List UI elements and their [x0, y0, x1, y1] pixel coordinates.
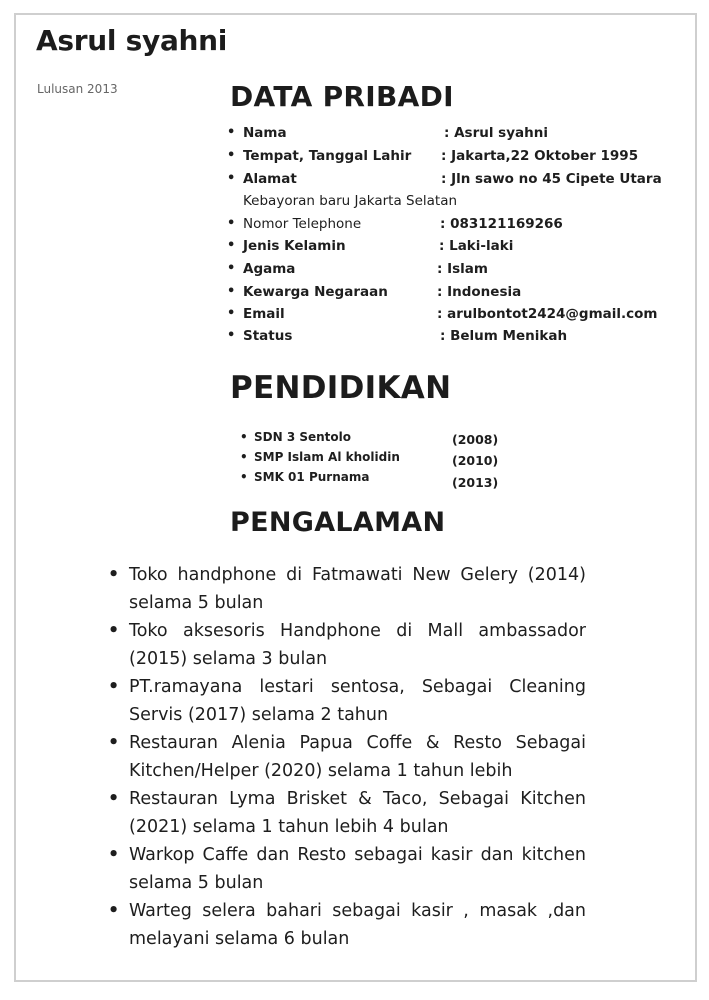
- bullet-icon: •: [108, 789, 120, 809]
- bullet-icon: •: [227, 284, 236, 299]
- education-year: (2008): [452, 432, 499, 447]
- bullet-icon: •: [240, 430, 248, 444]
- label-nama: Nama: [243, 125, 287, 141]
- bullet-icon: •: [240, 450, 248, 464]
- list-item: [108, 729, 586, 785]
- bullet-icon: •: [227, 148, 236, 163]
- section-title-experience: PENGALAMAN: [230, 507, 446, 538]
- bullet-icon: •: [227, 261, 236, 276]
- experience-text: Toko handphone di Fatmawati New Gelery (2014) selama 5 bulan: [129, 565, 586, 613]
- value-status: : Belum Menikah: [440, 328, 568, 344]
- bullet-icon: •: [227, 238, 236, 253]
- bullet-icon: •: [108, 845, 120, 865]
- list-item: [108, 673, 586, 729]
- list-item: [108, 617, 586, 673]
- bullet-icon: •: [227, 171, 236, 186]
- list-item: [108, 561, 586, 617]
- experience-text: PT.ramayana lestari sentosa, Sebagai Cleaning Servis (2017) selama 2 tahun: [129, 677, 586, 725]
- education-year: (2010): [452, 453, 499, 468]
- bullet-icon: •: [108, 565, 120, 585]
- label-alamat: Alamat: [243, 171, 297, 187]
- bullet-icon: •: [108, 733, 120, 753]
- label-telephone: Nomor Telephone: [243, 216, 362, 232]
- bullet-icon: •: [227, 125, 236, 140]
- experience-text: Warteg selera bahari sebagai kasir , masak ,dan melayani selama 6 bulan: [129, 901, 586, 949]
- label-status: Status: [243, 328, 293, 344]
- value-ttl: : Jakarta,22 Oktober 1995: [441, 148, 639, 164]
- value-gender: : Laki-laki: [439, 238, 514, 254]
- value-alamat: : Jln sawo no 45 Cipete Utara: [441, 171, 662, 187]
- experience-text: Toko aksesoris Handphone di Mall ambassador (2015) selama 3 bulan: [129, 621, 586, 669]
- bullet-icon: •: [227, 306, 236, 321]
- education-school: SDN 3 Sentolo: [254, 430, 352, 444]
- value-religion: : Islam: [437, 261, 488, 277]
- label-citizenship: Kewarga Negaraan: [243, 284, 388, 300]
- education-school: SMP Islam Al kholidin: [254, 450, 400, 464]
- label-ttl: Tempat, Tanggal Lahir: [243, 148, 412, 164]
- value-nama: : Asrul syahni: [444, 125, 548, 141]
- value-email: : arulbontot2424@gmail.com: [437, 306, 658, 322]
- list-item: [108, 785, 586, 841]
- bullet-icon: •: [108, 621, 120, 641]
- graduation-year: Lulusan 2013: [37, 82, 118, 96]
- experience-text: Warkop Caffe dan Resto sebagai kasir dan kitchen selama 5 bulan: [129, 845, 586, 893]
- applicant-name: Asrul syahni: [36, 24, 228, 57]
- list-item: [108, 897, 586, 953]
- bullet-icon: •: [227, 216, 236, 231]
- bullet-icon: •: [108, 901, 120, 921]
- label-religion: Agama: [243, 261, 296, 277]
- experience-text: Restauran Lyma Brisket & Taco, Sebagai Kitchen (2021) selama 1 tahun lebih 4 bulan: [129, 789, 586, 837]
- value-telephone: : 083121169266: [440, 216, 563, 232]
- bullet-icon: •: [108, 677, 120, 697]
- education-school: SMK 01 Purnama: [254, 470, 370, 484]
- section-title-personal-data: DATA PRIBADI: [230, 80, 454, 113]
- experience-text: Restauran Alenia Papua Coffe & Resto Sebagai Kitchen/Helper (2020) selama 1 tahun lebih: [129, 733, 586, 781]
- value-alamat-continuation: Kebayoran baru Jakarta Selatan: [243, 193, 458, 209]
- section-title-education: PENDIDIKAN: [230, 370, 452, 406]
- value-citizenship: : Indonesia: [437, 284, 522, 300]
- label-email: Email: [243, 306, 285, 322]
- bullet-icon: •: [240, 470, 248, 484]
- experience-list: [108, 561, 586, 953]
- bullet-icon: •: [227, 328, 236, 343]
- label-gender: Jenis Kelamin: [243, 238, 346, 254]
- list-item: [108, 841, 586, 897]
- education-year: (2013): [452, 475, 499, 490]
